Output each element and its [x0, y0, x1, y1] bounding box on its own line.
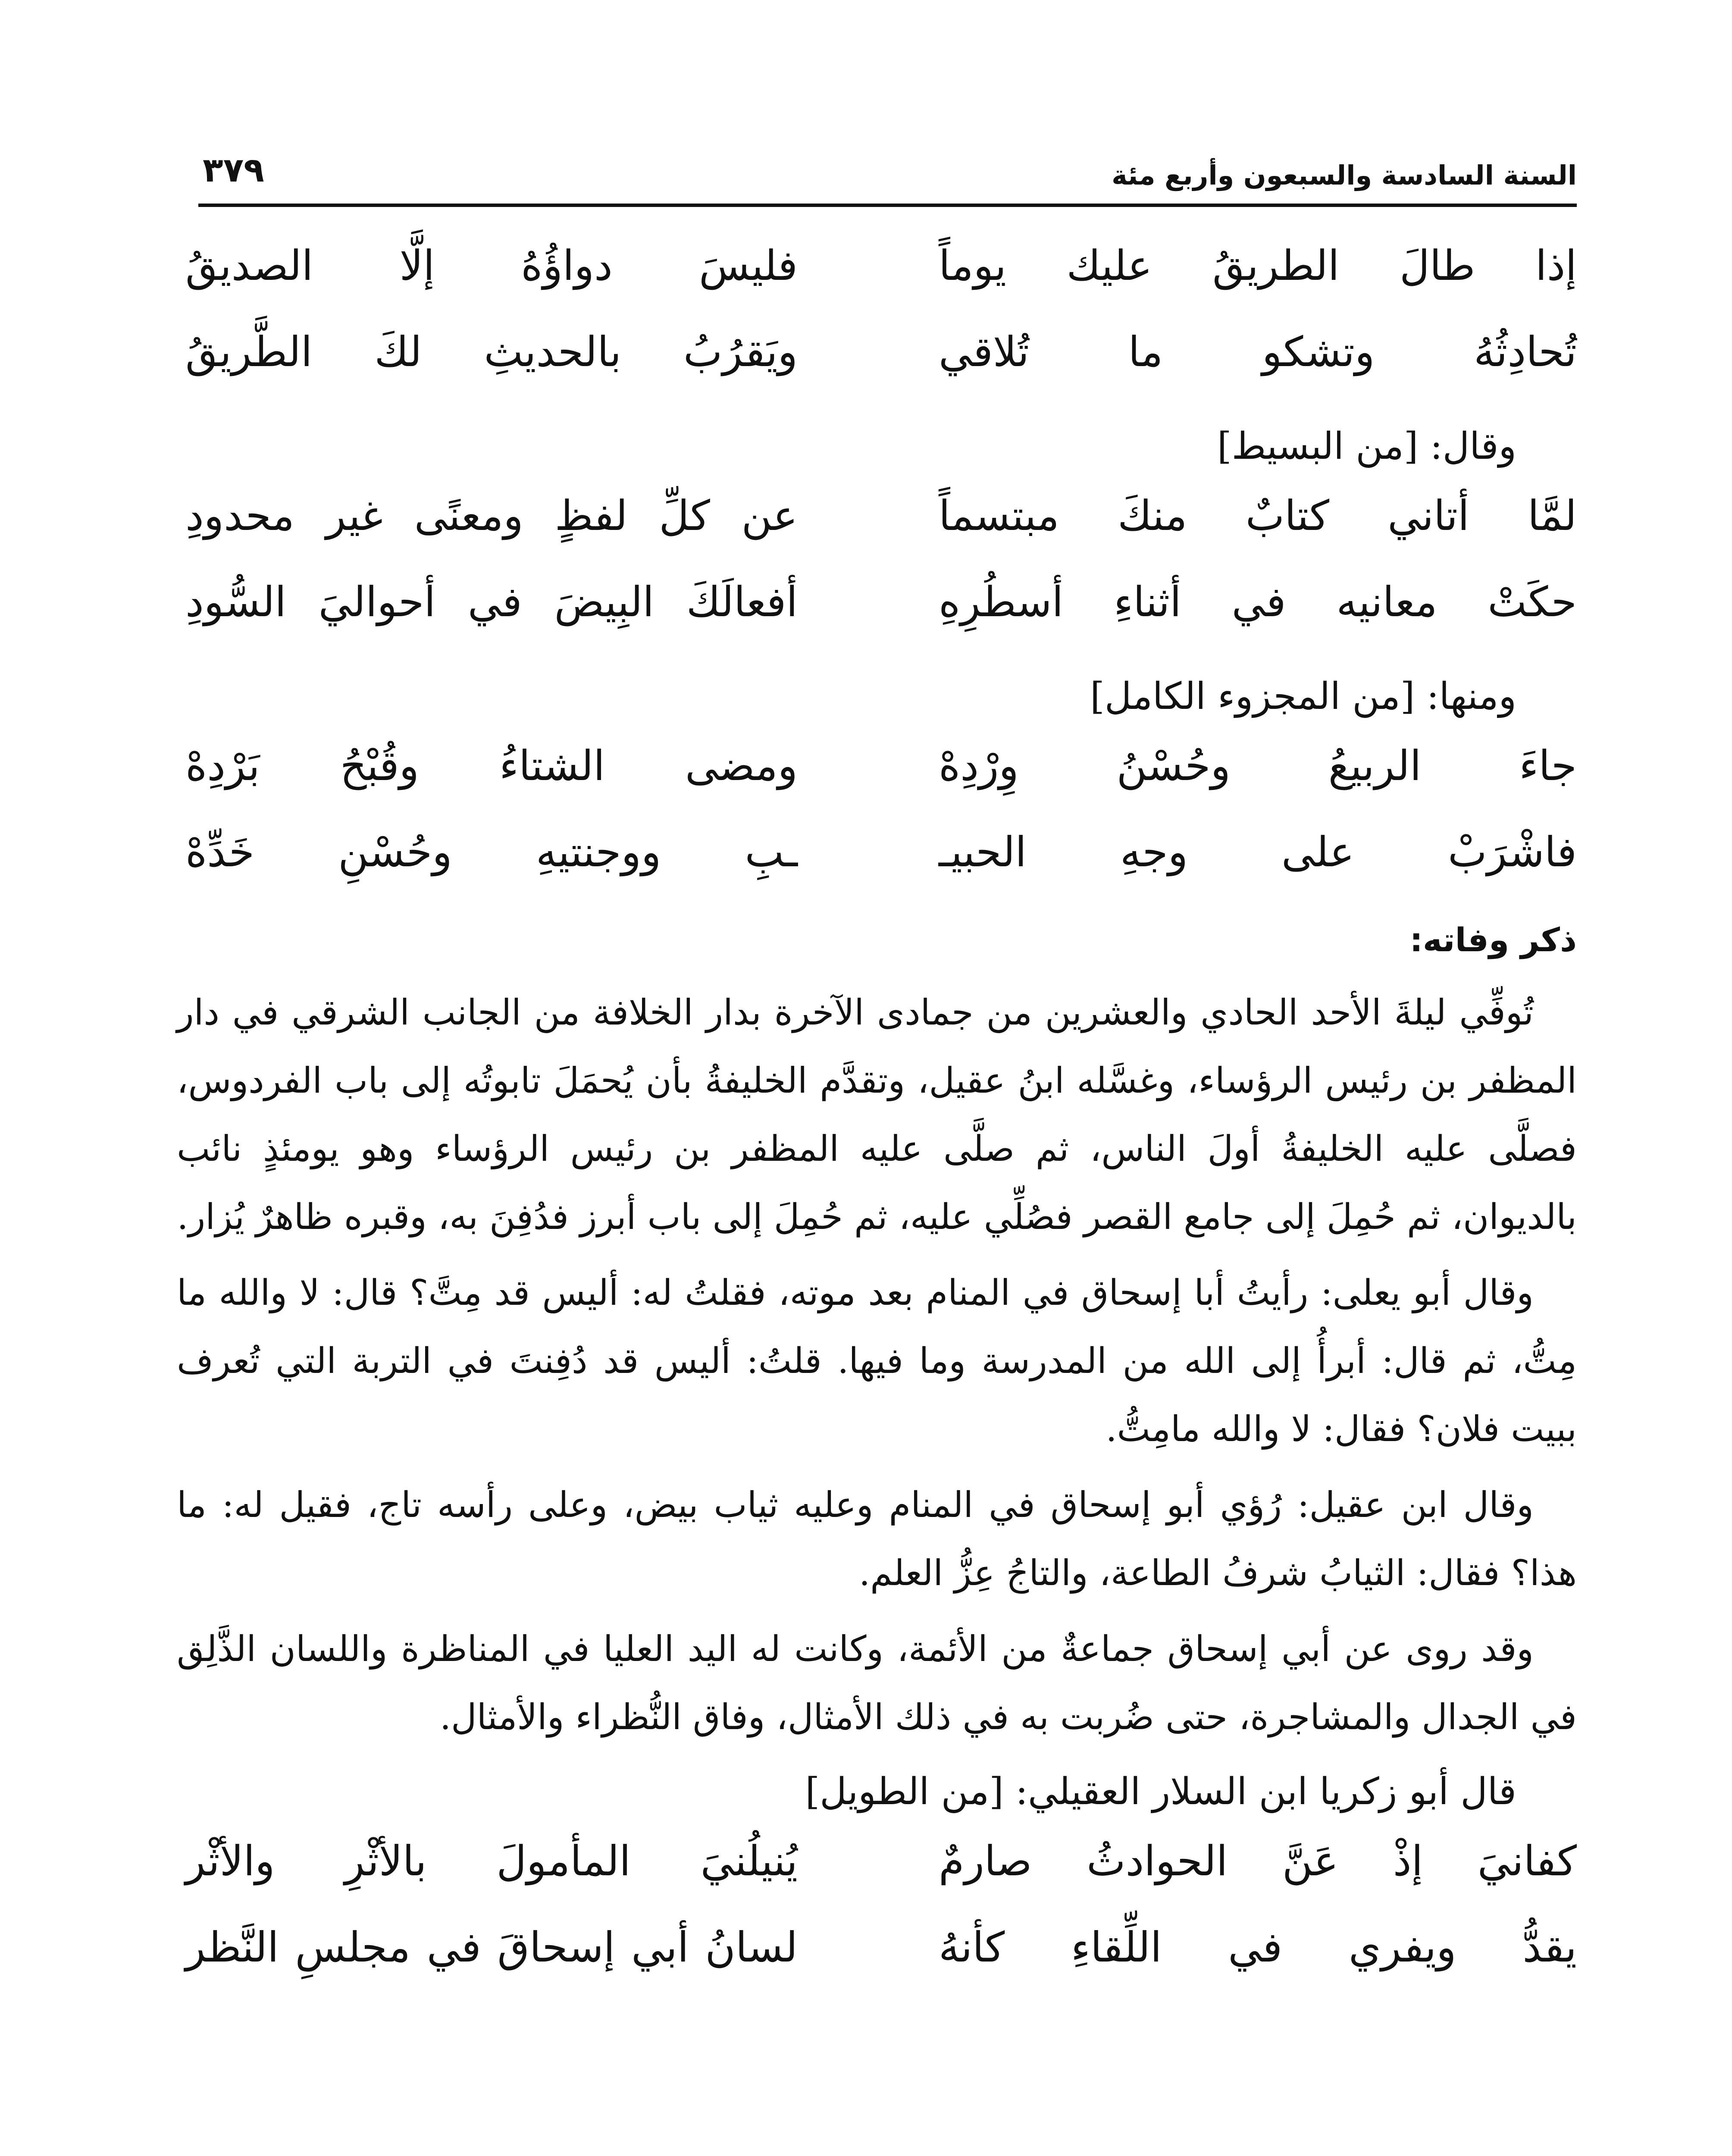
verse-first-hemistich: حكَتْ معانيه في أثناءِ أسطُرِهِ — [939, 578, 1577, 626]
verse-first-hemistich: فاشْرَبْ على وجهِ الحبيـ — [939, 828, 1577, 876]
verse-second-hemistich: لسانُ أبي إسحاقَ في مجلسِ النَّظر — [185, 1923, 798, 1971]
page-body — [177, 241, 1577, 2009]
verse-first-hemistich: إذا طالَ الطريقُ عليك يوماً — [939, 241, 1577, 290]
verse-first-hemistich: كفانيَ إذْ عَنَّ الحوادثُ صارمٌ — [939, 1837, 1577, 1885]
verse-line — [177, 578, 1577, 664]
paragraph: وقال ابن عقيل: رُؤي أبو إسحاق في المنام وعليه ثياب بيض، وعلى رأسه تاج، فقيل له: ما هذا؟ فقال: الثيابُ شرفُ الطاعة، والتاجُ عِزُّ العلم. — [177, 1485, 1577, 1594]
poem-intro: قال أبو زكريا ابن السلار العقيلي: [من الطويل] — [805, 1770, 1516, 1813]
verse-second-hemistich: ـبِ ووجنتيهِ وحُسْنِ خَدِّهْ — [185, 828, 798, 876]
verse-first-hemistich: جاءَ الربيعُ وحُسْنُ وِرْدِهْ — [939, 742, 1577, 790]
verse-first-hemistich: لمَّا أتاني كتابٌ منكَ مبتسماً — [939, 492, 1577, 540]
verse-first-hemistich: تُحادِثُهُ وتشكو ما تُلاقي — [939, 328, 1577, 376]
poem-intro: وقال: [من البسيط] — [1217, 425, 1516, 468]
verse-line — [177, 1837, 1577, 1923]
verse-line — [177, 742, 1577, 828]
running-header — [198, 142, 1577, 207]
poem-intro: ومنها: [من المجزوء الكامل] — [1090, 675, 1516, 718]
verse-line — [177, 1923, 1577, 2009]
verse-second-hemistich: ويَقرُبُ بالحديثِ لكَ الطَّريقُ — [185, 328, 798, 376]
running-title: السنة السادسة والسبعون وأربع مئة — [1112, 160, 1577, 191]
paragraph: تُوفِّي ليلةَ الأحد الحادي والعشرين من جمادى الآخرة بدار الخلافة من الجانب الشرقي في دار المظفر بن رئيس الرؤساء، وغسَّله ابنُ عقيل، وتقدَّم الخليفةُ بأن يُحمَلَ تابوتُه إلى باب الفردوس، فصلَّى عليه الخليفةُ أولَ الناس، ثم صلَّى عليه المظفر بن رئيس الرؤساء وهو يومئذٍ نائب بالديوان، ثم حُمِلَ إلى جامع القصر فصُلِّي عليه، ثم حُمِلَ إلى باب أبرز فدُفِنَ به، وقبره ظاهرٌ يُزار. — [177, 992, 1577, 1238]
verse-second-hemistich: ومضى الشتاءُ وقُبْحُ بَرْدِهْ — [185, 742, 798, 790]
verse-line — [177, 492, 1577, 578]
verse-line — [177, 828, 1577, 914]
verse-second-hemistich: يُنيلُنيَ المأمولَ بالأثْرِ والأثْر — [185, 1837, 798, 1885]
verse-line — [177, 328, 1577, 414]
section-heading: ذكر وفاته: — [1409, 921, 1577, 959]
paragraph: وقال أبو يعلى: رأيتُ أبا إسحاق في المنام بعد موته، فقلتُ له: أليس قد مِتَّ؟ قال: لا والله ما مِتُّ، ثم قال: أبرأُ إلى الله من المدرسة وما فيها. قلتُ: أليس قد دُفِنتَ في التربة التي تُعرف ببيت فلان؟ فقال: لا والله مامِتُّ. — [177, 1272, 1577, 1450]
verse-second-hemistich: عن كلِّ لفظٍ ومعنًى غير محدودِ — [185, 492, 798, 540]
header-rule — [198, 204, 1577, 207]
verse-line — [177, 241, 1577, 328]
verse-second-hemistich: أفعالَكَ البِيضَ في أحواليَ السُّودِ — [185, 578, 798, 626]
verse-second-hemistich: فليسَ دواؤُهُ إلَّا الصديقُ — [185, 241, 798, 290]
paragraph: وقد روى عن أبي إسحاق جماعةٌ من الأئمة، وكانت له اليد العليا في المناظرة واللسان الذَّلِق في الجدال والمشاجرة، حتى ضُربت به في ذلك الأمثال، وفاق النُّظراء والأمثال. — [177, 1629, 1577, 1738]
verse-first-hemistich: يقدُّ ويفري في اللِّقاءِ كأنهُ — [939, 1923, 1577, 1971]
page-number: ٣٧٩ — [203, 151, 264, 190]
